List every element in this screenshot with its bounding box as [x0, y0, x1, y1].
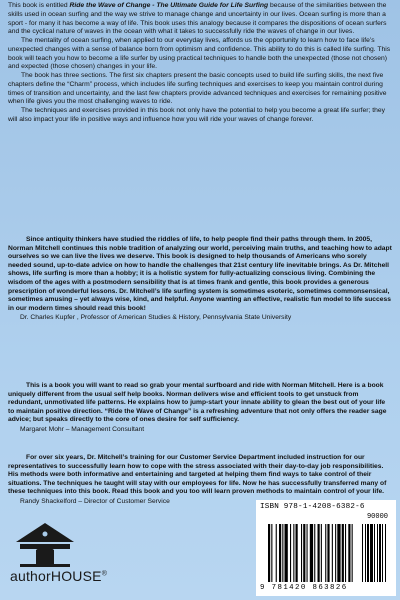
barcode-bar [335, 524, 336, 582]
house-logo-icon [10, 520, 80, 568]
description-paragraph: The mentality of ocean surfing, when applied to our everyday lives, affords us the opportunity to learn how to face life’s unexpected changes with a sense of balance born from optimism and confidence. This ability to do this is called life surfing. This book will teach you how to become a life surfer by using practical techniques to handle both the unexpected (those not chosen) and expected (those chosen) changes in your life. [8, 37, 391, 71]
barcode-digits: 9 781420 863826 [260, 584, 348, 592]
barcode-bar [303, 524, 305, 582]
barcode-bar [377, 524, 378, 582]
barcode-bar [337, 524, 340, 582]
barcode-bar [310, 524, 313, 582]
barcode-bar [271, 524, 272, 582]
isbn-number: ISBN 978-1-4208-6382-6 [260, 503, 365, 511]
intro-rest: because of the similarities between the skills used in ocean surfing and the way we strive to manage change and uncertainty in our lives. Ocean surfing is more than a sport - for many it has become a way of life. This book uses this analogy because it compares the dispositions of ocean surfers and the cyclical nature of waves in the ocean with what it takes to successfully ride the waves of change in our lives. [8, 2, 387, 36]
barcode-bar [301, 524, 302, 582]
barcode-bar [293, 524, 294, 582]
barcode-bar [374, 524, 375, 582]
review-text: This is a book you will want to read so grab your mental surfboard and ride with Norman Mitchell. Here is a book uniquely different from the usual self help books. Norman delivers wise and efficient tools to get unstuck from redundant, unmotivated life patterns. He explains how to jump-start your innate ability to glean the best out of your life to maintain positive direction. “Ride the Wave of Change” is a refreshing adventure that not only offers the reader sage advice; but speaks directly to the core of ones desire for self sufficiency. [8, 382, 387, 424]
barcode-bar [282, 524, 283, 582]
publisher-logo [10, 520, 120, 590]
barcode-bar [307, 524, 308, 582]
barcode-bar [268, 524, 270, 582]
isbn-barcode [256, 500, 396, 596]
barcode-bar [362, 524, 363, 582]
review-attribution: Randy Shackelford – Director of Customer Service [20, 497, 170, 505]
book-description [8, 2, 392, 125]
barcode-bar [352, 524, 353, 582]
review-section [8, 454, 392, 506]
price-code: 90000 [366, 513, 388, 521]
barcode-bar [385, 524, 386, 582]
barcode-bar [296, 524, 298, 582]
barcode-bar [348, 524, 350, 582]
description-paragraph [8, 2, 392, 37]
barcode-bar [276, 524, 277, 582]
barcode-bar [279, 524, 281, 582]
barcode-bar [285, 524, 288, 582]
review-text: For over six years, Dr. Mitchell’s training for our Customer Service Department included instruction for our representatives to successfully learn how to cope with the stress associated with their day-to-day job responsibilities. His methods were both informative and entertaining and targeted at helping them find ways to take control of their situations. The techniques he taught will stay with our employees for life. Now he has successfully transferred many of these techniques into this book. Read this book and you too will learn proven methods to maintain control of your life. [8, 454, 387, 496]
intro-text: This book is entitled [8, 2, 70, 9]
barcode-bar [327, 524, 329, 582]
publisher-name: authorHOUSE® [10, 568, 108, 584]
barcode-bar [332, 524, 333, 582]
review-section [8, 382, 392, 434]
barcode-bar [318, 524, 320, 582]
barcode-bar [382, 524, 383, 582]
barcode-bar [365, 524, 366, 582]
barcode-bar [367, 524, 369, 582]
review-text: Since antiquity thinkers have studied the riddles of life, to help people find their paths through them. In 2005, Norman Mitchell continues this noble tradition of analyzing our world, perceiving main truths, and teaching how to adapt ourselves so we can live the lives we deserve. This book is designed to help thousands of Americans who sorely needed sound, up-to-date advice on how to handle the challenges that 21st century life inevitable brings. As Dr. Mitchell shows, life surfing is more than a hobby; it is a holistic system for fully-actualizing conscious living. Combining the wisdom of the ages with a postmodern sensibility that is at times frank and gentle, this book provides a generous prescription of wonderful lessons. Dr. Mitchell’s life surfing system is sometimes esoteric, sometimes commonsensical, sometimes amusing – yet always wise, kind, and helpful. Anyone wanting an effective, realistic fun model to life success in our modern times should read this book! [8, 236, 392, 312]
description-paragraph: The book has three sections. The first six chapters present the basic concepts used to build life surfing skills, the next five chapters define the “Charm” process, which includes life surfing techniques and exercises to keep you maintain control during times of transition and uncertainty, and the last few chapters provide advanced techniques and exercises for remaining positive when life gives you the most challenging waves to ride. [8, 72, 387, 106]
barcode-bar [342, 524, 344, 582]
barcode-bar [379, 524, 381, 582]
description-paragraph: The techniques and exercises provided in this book not only have the potential to help you become a great life surfer; they will also impact your life in positive ways and influence how you will ride your waves of change forever. [8, 107, 385, 123]
barcode-bars [256, 500, 396, 596]
barcode-bar [325, 524, 326, 582]
review-attribution: Margaret Mohr – Management Consultant [20, 425, 145, 433]
review-section [8, 236, 392, 322]
barcode-bar [290, 524, 291, 582]
barcode-bar [370, 524, 373, 582]
barcode-bar [321, 524, 322, 582]
barcode-bar [314, 524, 315, 582]
barcode-bar [345, 524, 346, 582]
review-attribution: Dr. Charles Kupfer , Professor of American Studies & History, Pennsylvania State University [20, 314, 292, 322]
book-title: Ride the Wave of Change - The Ultimate Guide for Life Surfing [69, 2, 269, 9]
